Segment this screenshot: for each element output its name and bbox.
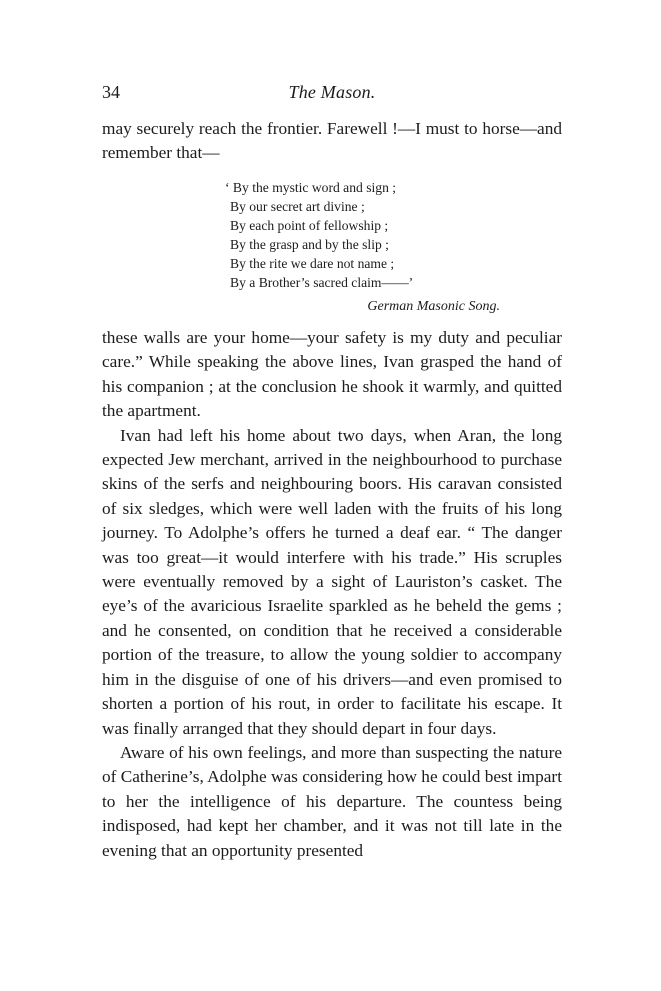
verse-line: ‘ By the mystic word and sign ; (225, 180, 397, 195)
running-title: The Mason. (288, 82, 376, 102)
body-paragraph: Aware of his own feelings, and more than suspecting the nature of Catherine’s, Adolphe was considering how he could best impart to her the intelligence of his departure. The countess being indisposed, had kept her chamber, and it was not till late in the evening that an opportunity presented (102, 742, 562, 860)
verse-attribution: German Masonic Song. (367, 299, 500, 314)
verse-quotation (225, 178, 530, 293)
verse-line: By the grasp and by the slip ; (230, 237, 389, 253)
body-text (102, 326, 562, 863)
verse-line: By our secret art divine ; (230, 199, 365, 215)
verse-line: By the rite we dare not name ; (230, 256, 395, 272)
verse-line: By a Brother’s sacred claim——’ (230, 275, 414, 291)
body-paragraph-continuation: these walls are your home—your safety is my duty and peculiar care.” While speaking the above lines, Ivan grasped the hand of his companion ; at the conclusion he shook it warmly, and quitted the apartment. (102, 328, 562, 421)
page-header (102, 82, 562, 110)
opening-paragraph-block (102, 117, 562, 166)
opening-paragraph: may securely reach the frontier. Farewell !—I must to horse—and remember that— (102, 119, 562, 163)
verse-line: By each point of fellowship ; (230, 218, 389, 234)
page-number: 34 (102, 82, 120, 102)
body-paragraph: Ivan had left his home about two days, when Aran, the long expected Jew merchant, arrived in the neighbourhood to purchase skins of the serfs and neighbouring boors. His caravan consisted of six sledges, which were well laden with the fruits of his long journey. To Adolphe’s offers he turned a deaf ear. “ The danger was too great—it would interfere with his trade.” His scruples were eventually removed by a sight of Lauriston’s casket. The eye’s of the avaricious Israelite sparkled as he beheld the gems ; and he consented, on condition that he received a considerable portion of the treasure, to allow the young soldier to accompany him in the disguise of one of his drivers—and even promised to shorten a portion of his rout, in order to facilitate his escape. It was finally arranged that they should depart in four days. (102, 425, 562, 738)
